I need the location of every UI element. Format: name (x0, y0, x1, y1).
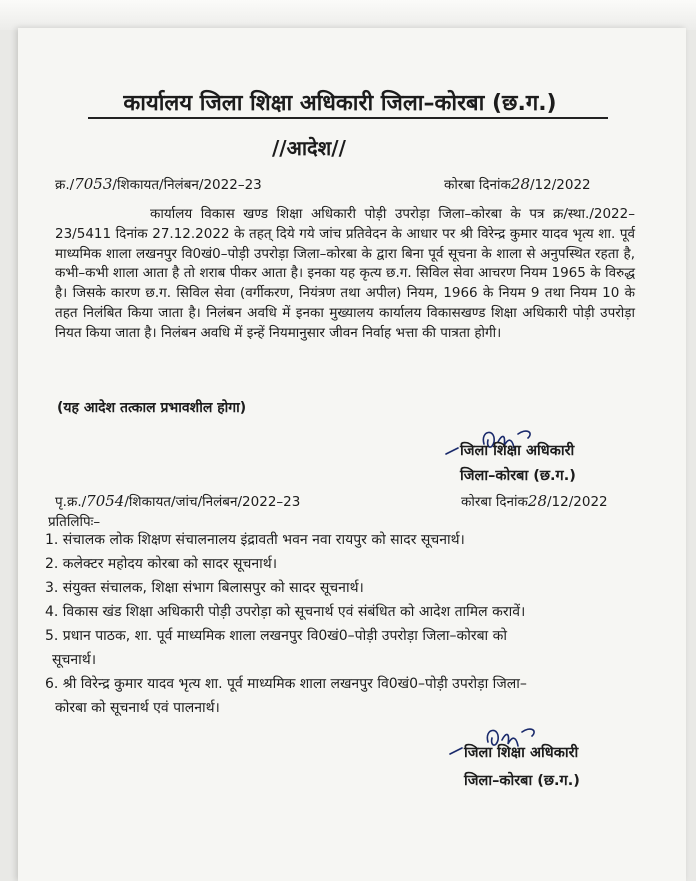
list-item: 4. विकास खंड शिक्षा अधिकारी पोड़ी उपरोड़ा को सूचनार्थ एवं संबंधित को आदेश तामिल करावें। (45, 604, 526, 620)
list-item-continuation: सूचनार्थ। (52, 652, 97, 668)
effective-note: (यह आदेश तत्काल प्रभावशील होगा) (57, 400, 247, 416)
title-underline (88, 117, 608, 119)
copy-ref-suffix: /शिकायत/जांच/निलंबन/2022–23 (124, 494, 301, 510)
list-item-continuation: कोरबा को सूचनार्थ एवं पालनार्थ। (55, 700, 220, 716)
copy-ref-prefix: पृ.क्र./ (55, 494, 87, 510)
order-ref-line (55, 175, 262, 193)
office-title: कार्यालय जिला शिक्षा अधिकारी जिला–कोरबा (छ.ग.) (123, 91, 557, 116)
order-date-day: 28 (510, 175, 530, 193)
document-page (18, 28, 686, 881)
order-date-rest: /12/2022 (530, 177, 591, 193)
order-heading: //आदेश// (272, 136, 346, 160)
signature-1-place: जिला–कोरबा (छ.ग.) (460, 468, 576, 484)
photo-top-edge (0, 0, 696, 30)
copy-date-rest: /12/2022 (547, 494, 608, 510)
order-ref-number: 7053 (74, 175, 113, 193)
list-item: 5. प्रधान पाठक, शा. पूर्व माध्यमिक शाला लखनपुर वि0खं0–पोड़ी उपरोड़ा जिला–कोरबा को (45, 628, 508, 644)
list-item: 2. कलेक्टर महोदय कोरबा को सादर सूचनार्थ। (45, 556, 278, 572)
copy-date-day: 28 (527, 492, 547, 510)
list-item: 6. श्री विरेन्द्र कुमार यादव भृत्य शा. पूर्व माध्यमिक शाला लखनपुर वि0खं0–पोड़ी उपरोड़ा जिला– (45, 676, 527, 692)
order-date-line (444, 175, 591, 193)
copy-list-heading: प्रतिलिपिः– (48, 514, 101, 530)
order-date-prefix: कोरबा दिनांक (444, 177, 511, 193)
list-item: 1. संचालक लोक शिक्षण संचालनालय इंद्रावती भवन नवा रायपुर को सादर सूचनार्थ। (45, 532, 465, 548)
copy-date-line (461, 492, 608, 510)
signature-2-place: जिला–कोरबा (छ.ग.) (464, 773, 580, 789)
signature-2-title: जिला शिक्षा अधिकारी (464, 745, 579, 761)
order-ref-prefix: क्र./ (55, 177, 75, 193)
order-body-paragraph: कार्यालय विकास खण्ड शिक्षा अधिकारी पोड़ी उपरोड़ा जिला–कोरबा के पत्र क्र/स्था./2022–23/5411 दिनांक 27.12.2022 के तहत् दिये गये जांच प्रतिवेदन के आधार पर श्री विरेन्द्र कुमार यादव भृत्य शा. पूर्व माध्यमिक शाला लखनपुर वि0खं0–पोड़ी उपरोड़ा जिला–कोरबा के द्वारा बिना पूर्व सूचना के शाला से अनुपस्थित रहता है, कभी–कभी शाला आता है तो शराब पीकर आता है। इनका यह कृत्य छ.ग. सिविल सेवा आचरण नियम 1965 के विरुद्ध है। जिसके कारण छ.ग. सिविल सेवा (वर्गीकरण, नियंत्रण तथा अपील) नियम, 1966 के नियम 9 तथा नियम 10 के तहत निलंबित किया जाता है। निलंबन अवधि में इनका मुख्यालय कार्यालय विकासखण्ड शिक्षा अधिकारी पोड़ी उपरोड़ा नियत किया जाता है। निलंबन अवधि में इन्हें नियमानुसार जीवन निर्वाह भत्ता की पात्रता होगी। (55, 206, 635, 341)
copy-date-prefix: कोरबा दिनांक (461, 494, 528, 510)
signature-1-title: जिला शिक्षा अधिकारी (460, 443, 575, 459)
list-item: 3. संयुक्त संचालक, शिक्षा संभाग बिलासपुर को सादर सूचनार्थ। (45, 580, 364, 596)
copy-ref-number: 7054 (86, 492, 125, 510)
order-ref-suffix: /शिकायत/निलंबन/2022–23 (112, 177, 262, 193)
copy-ref-line (55, 492, 300, 510)
